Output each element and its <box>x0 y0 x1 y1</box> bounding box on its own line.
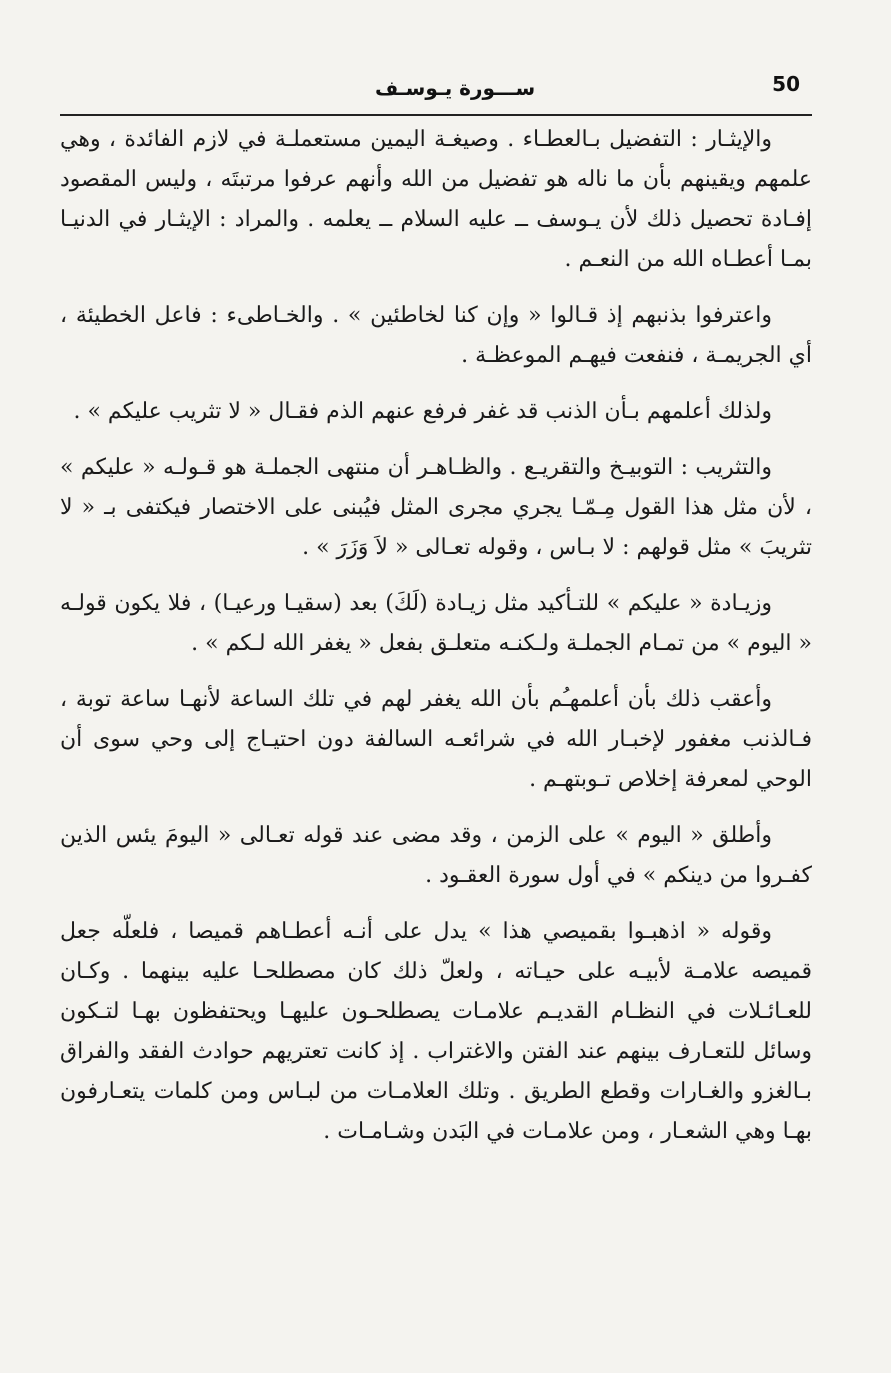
paragraph-ithar: والإيثـار : التفضيل بـالعطـاء . وصيغـة اليمين مستعملـة في لازم الفائدة ، وهي علمهم ويقينهم بأن ما ناله هو تفضيل من الله وأنهم عرفوا مرتبتَه ، وليس المقصود إفـادة تحصيل ذلك لأن يـوسف ــ عليه السلام ــ يعلمه . والمراد : الإيثـار في الدنيـا بمـا أعطـاه الله من النعـم . <box>60 127 812 272</box>
page-number: 50 <box>772 72 800 96</box>
paragraph-alaykum: وزيـادة « عليكم » للتـأكيد مثل زيـادة (لَكَ) بعد (سقيـا ورعيـا) ، فلا يكون قولـه « اليوم » من تمـام الجملـة ولـكنـه متعلـق بفعل « يغفر الله لـكم » . <box>60 591 812 656</box>
paragraph-repentance: وأعقب ذلك بأن أعلمهـُم بأن الله يغفر لهم في تلك الساعة لأنهـا ساعة توبة ، فـالذنب مغفور لإخبـار الله في شرائعـه السالفة دون احتيـاج إلى وحي سوى أن الوحي لمعرفة إخلاص تـوبتهـم . <box>60 687 812 792</box>
page-header <box>60 70 812 112</box>
paragraph-tathrib: والتثريب : التوبيـخ والتقريـع . والظـاهـر أن منتهى الجملـة هو قـولـه « عليكم » ، لأن مثل هذا القول مِـمّـا يجري مجرى المثل فيُبنى على الاختصار فيكتفى بـ « لا تثريبَ » مثل قولهم : لا بـاس ، وقوله تعـالى « لاَ وَزَرَ » . <box>60 455 812 560</box>
paragraph-forgiveness: ولذلك أعلمهم بـأن الذنب قد غفر فرفع عنهم الذم فقـال « لا تثريب عليكم » . <box>73 399 772 424</box>
paragraph-shirt: وقوله « اذهبـوا بقميصي هذا » يدل على أنـه أعطـاهم قميصا ، فلعلّه جعل قميصه علامـة لأبيـه على حيـاته ، ولعلّ ذلك كان مصطلحـا عليه بينهما . وكـان للعـائـلات في النظـام القديـم علامـات يصطلحـون عليهـا ويحتفظون بهـا لتـكون وسائل للتعـارف بينهم عند الفتن والاغتراب . إذ كانت تعتريهم حوادث الفقد والفراق بـالغزو والغـارات وقطع الطريق . وتلك العلامـات من لبـاس ومن كلمات يتعـارفون بهـا وهي الشعـار ، ومن علامـات في البَدن وشـامـات . <box>60 919 812 1144</box>
surah-title: ســـورة يـوسـف <box>375 76 536 100</box>
paragraph-confession: واعترفوا بذنبهم إذ قـالوا « وإن كنا لخاطئين » . والخـاطىء : فاعل الخطيئة ، أي الجريمـة ، فنفعت فيهـم الموعظـة . <box>60 303 812 368</box>
paragraph-alyawm: وأطلق « اليوم » على الزمن ، وقد مضى عند قوله تعـالى « اليومَ يئس الذين كفـروا من دينكم » في أول سورة العقـود . <box>60 823 812 888</box>
body-text <box>60 120 812 1240</box>
header-divider <box>60 114 812 116</box>
